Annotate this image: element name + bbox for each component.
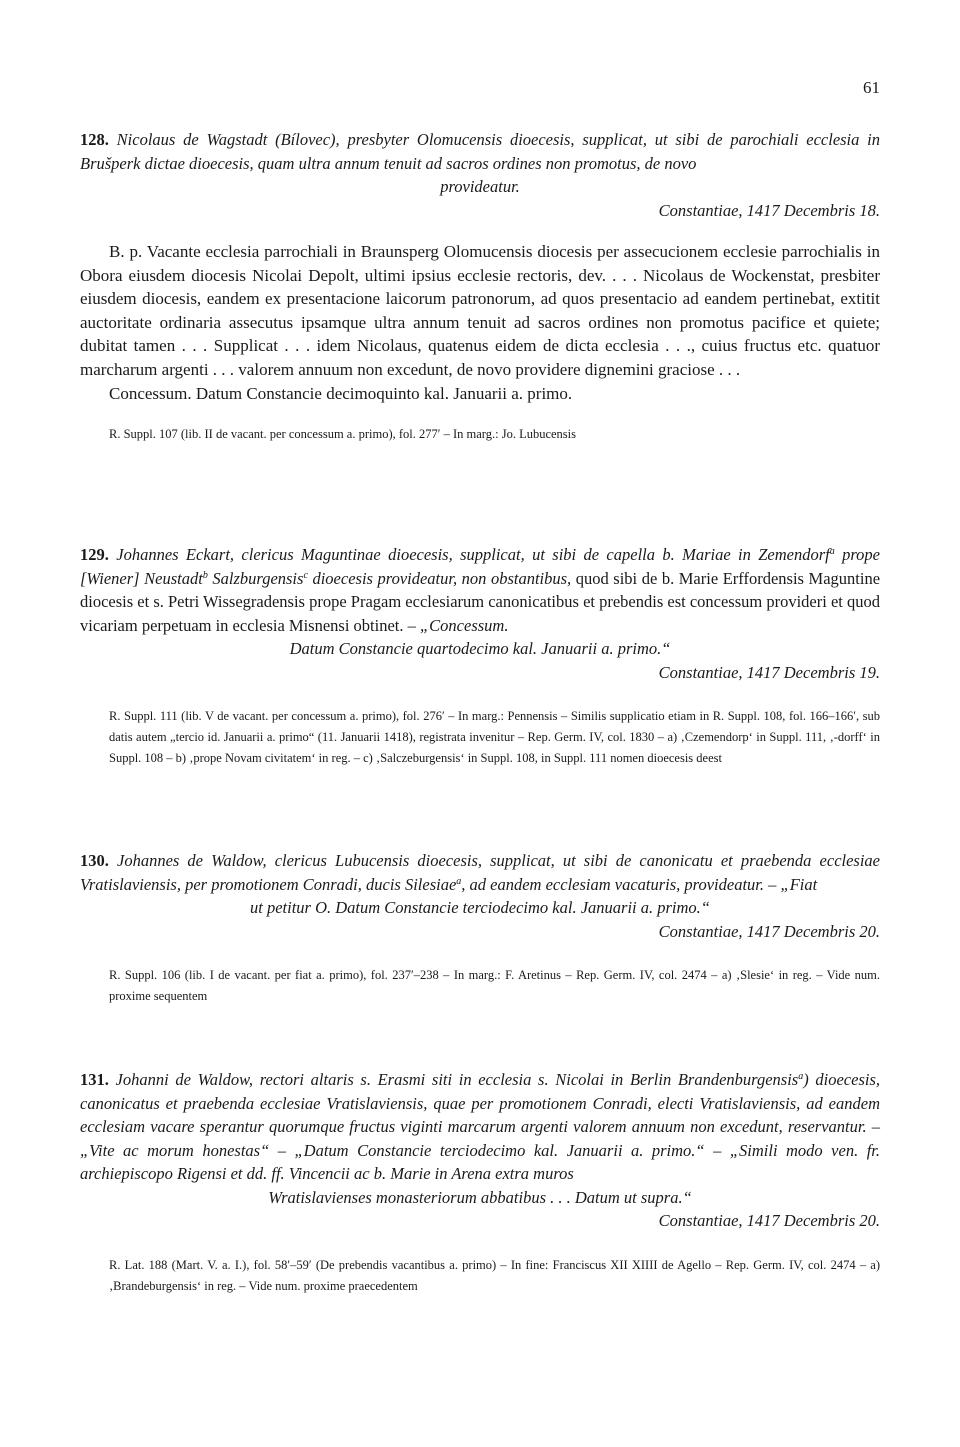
- dateline: Constantiae, 1417 Decembris 19.: [658, 662, 880, 682]
- entry-heading-upright-text: quod sibi de b. Marie Erffordensis Maguntine diocesis et s. Petri Wissegradensis prope Pragam ecclesiarum canonicatibus et prebendis est concessum provideri et quod vicariam perpetuam in ecclesia Misnensi obtinet. –: [80, 568, 881, 635]
- entry-heading-text: Johanni de Waldow, rectori altaris s. Erasmi siti in ecclesia s. Nicolai in Berlin Brandenburgensis: [115, 1070, 799, 1089]
- source-note-text: R. Suppl. 106 (lib. I de vacant. per fiat a. primo), fol. 237′–238 – In marg.: F. Aretinus – Rep. Germ. IV, col. 2474 – a) ‚Slesie‘ in reg. – Vide num. proxime sequentem: [109, 968, 880, 1003]
- entry-heading-text: Nicolaus de Wagstadt (Bílovec), presbyter Olomucensis dioecesis, supplicat, ut sibi de parochiali ecclesia in Brušperk dictae dioecesis, quam ultra annum tenuit ad sacros ordines non promotus, de novo: [80, 130, 881, 173]
- source-note: [80, 1255, 880, 1297]
- entry-body: [80, 240, 880, 405]
- entry-heading-quote: „Concessum.: [419, 615, 509, 635]
- entry-128: [80, 128, 880, 445]
- entry-number: 128.: [80, 130, 109, 149]
- footnote-marker: a: [798, 1071, 804, 1082]
- entry-heading-last-line: Wratislavienses monasteriorum abbatibus . . . Datum ut supra.“: [268, 1187, 692, 1207]
- entry-heading-text: prope [Wiener] Neustadt: [80, 545, 881, 588]
- entry-heading: 131. Johanni de Waldow, rectori altaris s. Erasmi siti in ecclesia s. Nicolai in Berlin Brandenburgensis$^a$) dioecesis, canonicatus et praebenda ecclesiae Vratislaviensis, quae per promotionem Conradi, electi Vratislaviensis, ad eandem ecclesiam vacare sperantur quorumque fructus viginti marcarum argenti valorem annuum non excedunt, reservantur. – „Vite ac morum honestas“ – „Datum Constancie terciodecimo kal. Januarii a. primo.“ – „Simili modo ven. fr. archiepiscopo Rigensi et dd. ff. Vincencii ac b. Marie in Arena extra muros Wratislavienses monasteriorum abbatibus . . . Datum ut supra.“: [80, 1068, 880, 1209]
- entry-heading-text: ad eandem ecclesiam vacaturis, provideatur. – „Fiat: [469, 874, 818, 894]
- entry-heading-text: Johannes Eckart, clericus Maguntinae dioecesis, supplicat, ut sibi de capella b. Mariae in Zemendorf: [116, 545, 830, 564]
- entry-heading-last-line: Datum Constancie quartodecimo kal. Januarii a. primo.“: [289, 639, 671, 658]
- source-note-text: R. Suppl. 111 (lib. V de vacant. per concessum a. primo), fol. 276′ – In marg.: Pennensis – Similis supplicatio etiam in R. Suppl. 108, fol. 166–166′, sub datis autem „tercio id. Januarii a. primo“ (11. Januarii 1418), registrata invenitur – Rep. Germ. IV, col. 1830 – a) ‚Czemendorp‘ in Suppl. 111, ‚-dorff‘ in Suppl. 108 – b) ‚prope Novam civitatem‘ in reg. – c) ‚Salczeburgensis‘ in Suppl. 108, in Suppl. 111 nomen dioecesis deest: [109, 709, 880, 765]
- entry-number: 130.: [80, 851, 109, 870]
- source-note-text: R. Lat. 188 (Mart. V. a. I.), fol. 58′–59′ (De prebendis vacantibus a. primo) – In fine: Franciscus XII XIIII de Agello – Rep. Germ. IV, col. 2474 – a) ‚Brandeburgensis‘ in reg. – Vide num. proxime praecedentem: [109, 1257, 880, 1293]
- footnote-marker: b: [202, 569, 208, 581]
- body-concessum: Concessum. Datum Constancie decimoquinto kal. Januarii a. primo.: [109, 383, 573, 403]
- dateline: Constantiae, 1417 Decembris 20.: [658, 1211, 880, 1230]
- entry-heading-text: Johannes de Waldow, clericus Lubucensis dioecesis, supplicat, ut sibi de canonicatu et praebenda ecclesiae Vratislaviensis, per promotionem Conradi, ducis Silesiae: [80, 851, 881, 894]
- entry-heading: 130. Johannes de Waldow, clericus Lubucensis dioecesis, supplicat, ut sibi de canonicatu et praebenda ecclesiae Vratislaviensis, per promotionem Conradi, ducis Silesiae$^a$, ad eandem ecclesiam vacaturis, provideatur. – „Fiat ut petitur O. Datum Constancie terciodecimo kal. Januarii a. primo.“: [80, 849, 880, 920]
- footnote-marker: a: [829, 546, 835, 557]
- dateline: Constantiae, 1417 Decembris 20.: [658, 921, 880, 941]
- entry-heading: [80, 128, 880, 199]
- entry-heading: [80, 543, 880, 661]
- entry-131: [80, 1068, 880, 1297]
- page-number: 61: [863, 78, 880, 97]
- dateline: Constantiae, 1417 Decembris 18.: [658, 200, 880, 220]
- footnote-marker: a: [456, 875, 462, 887]
- entry-heading-text: dioecesis provideatur, non obstantibus,: [312, 568, 572, 588]
- entry-number: 129.: [80, 545, 109, 564]
- footnote-marker: c: [303, 569, 308, 581]
- entry-number: 131.: [80, 1070, 109, 1089]
- body-paragraph: B. p. Vacante ecclesia parrochiali in Braunsperg Olomucensis diocesis per assecucionem ecclesie parrochialis in Obora eiusdem diocesis Nicolai Depolt, ultimi ipsius ecclesie rectoris, dev. . . . Nicolaus de Wockenstat, presbiter eiusdem diocesis, eandem ex presentacione laicorum patronorum, ad quos presentacio ad eandem pertinebat, extitit auctoritate ordinaria assecutus ipsamque ultra annum tenuit ad sacros ordines non promotus pacifice et quiete; dubitat tamen . . . Supplicat . . . idem Nicolaus, quatenus eidem de dicta ecclesia . . ., cuius fructus etc. quatuor marcharum argenti . . . valorem annuum non excedunt, de novo providere dignemini graciose . . .: [80, 242, 880, 379]
- entry-heading-text: Salzburgensis: [212, 568, 304, 588]
- entry-heading-text: dioecesis, canonicatus et praebenda ecclesiae Vratislaviensis, quae per promotionem Conradi, electi Vratislaviensis, ad eandem ecclesiam vacare sperantur quorumque fructus viginti marcarum argenti valorem annuum non excedunt, reservantur. – „Vite ac morum honestas“ – „Datum Constancie terciodecimo kal. Januarii a. primo.“ – „Simili modo ven. fr. archiepiscopo Rigensi et dd. ff. Vincencii ac b. Marie in Arena extra muros: [80, 1070, 880, 1183]
- source-note: [80, 965, 880, 1007]
- entry-129: [80, 543, 880, 769]
- entry-heading-last-line: provideatur.: [440, 177, 520, 196]
- source-note: [80, 424, 880, 445]
- source-note: [80, 706, 880, 769]
- source-note-text: R. Suppl. 107 (lib. II de vacant. per concessum a. primo), fol. 277′ – In marg.: Jo. Lubucensis: [109, 427, 576, 442]
- entry-130: [80, 849, 880, 1007]
- entry-heading-last-line: ut petitur O. Datum Constancie terciodecimo kal. Januarii a. primo.“: [250, 898, 710, 917]
